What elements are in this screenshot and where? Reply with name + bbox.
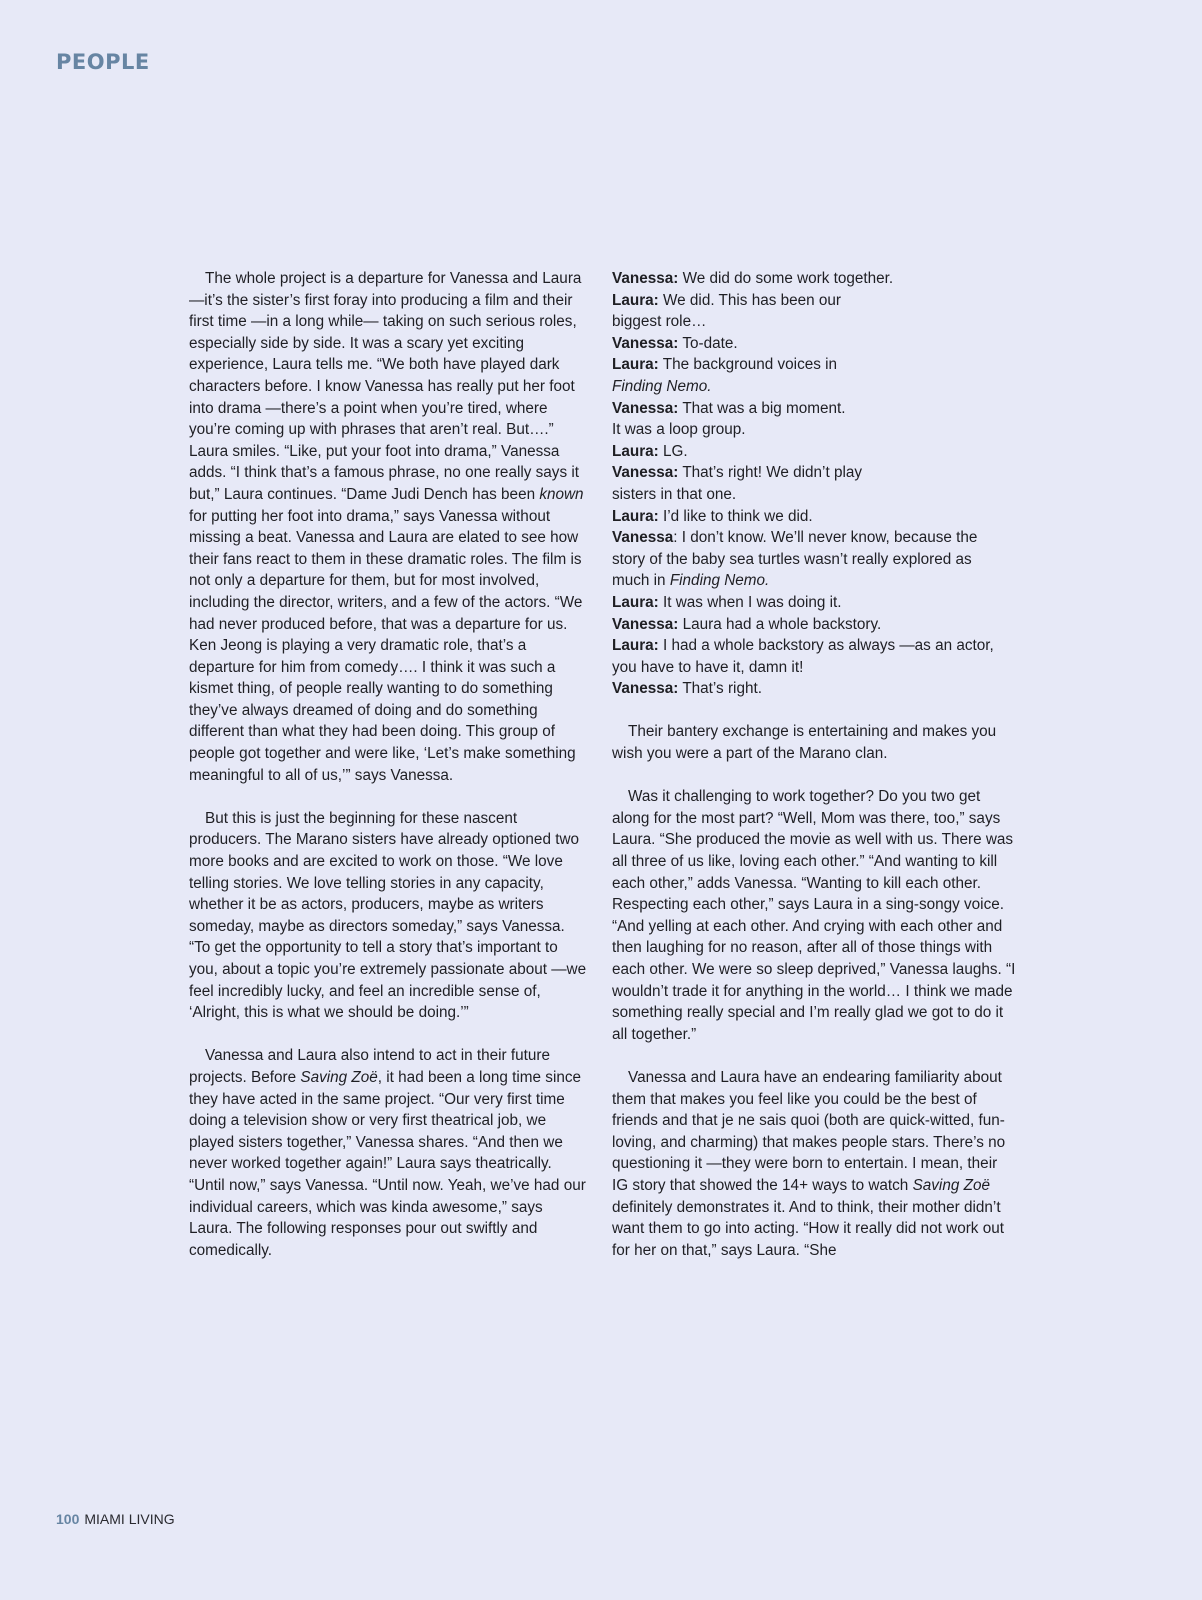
dialogue-line: you have to have it, damn it! <box>612 658 804 676</box>
dialogue-line: Vanessa: That was a big moment. <box>612 399 846 417</box>
speaker-name: Vanessa: <box>612 615 679 633</box>
section-label: PEOPLE <box>56 50 150 74</box>
dialogue-line: Vanessa: I don’t know. We’ll never know, because the <box>612 529 978 547</box>
speaker-name: Vanessa: <box>612 680 679 698</box>
italic-text: Saving Zoë <box>912 1176 990 1194</box>
article-column-right <box>612 268 1016 1283</box>
dialogue-line: Laura: We did. This has been our <box>612 291 842 309</box>
interview-dialogue <box>612 268 1016 700</box>
speaker-name: Laura: <box>612 593 659 611</box>
italic-text: Finding Nemo. <box>612 377 712 395</box>
article-paragraph: The whole project is a departure for Vanessa and Laura —it’s the sister’s first foray into producing a film and their first time —in a long while— taking on such serious roles, especially side by side. It was a scary yet exciting experience, Laura tells me. “We both have played dark characters before. I know Vanessa has really put her foot into drama —there’s a point when you’re tired, where you’re coming up with phrases that aren’t real. But….” Laura smiles. “Like, put your foot into drama,” Vanessa adds. “I think that’s a famous phrase, no one really says it but,” Laura continues. “Dame Judi Dench has been known for putting her foot into drama,” says Vanessa without missing a beat. Vanessa and Laura are elated to see how their fans react to them in these dramatic roles. The film is not only a departure for them, but for most involved, including the director, writers, and a few of the actors. “We had never produced before, that was a departure for us. Ken Jeong is playing a very dramatic role, that’s a departure for him from comedy…. I think it was such a kismet thing, of people really wanting to do something they’ve always dreamed of doing and do something different than what they had been doing. This group of people got together and were like, ‘Let’s make something meaningful to all of us,’” says Vanessa. <box>189 270 584 784</box>
article-paragraph: Was it challenging to work together? Do you two get along for the most part? “Well, Mom was there, too,” says Laura. “She produced the movie as well with us. There was all three of us like, loving each other.” “And wanting to kill each other,” adds Vanessa. “Wanting to kill each other. Respecting each other,” says Laura in a sing-songy voice. “And yelling at each other. And crying with each other and then laughing for no reason, after all of those things with each other. We were so sleep deprived,” Vanessa laughs. “I wouldn’t trade it for anything in the world… I think we made something really special and I’m really glad we got to do it all together.” <box>612 788 1016 1043</box>
italic-text: known <box>539 485 584 503</box>
page-footer <box>56 1511 175 1527</box>
speaker-name: Laura: <box>612 442 659 460</box>
dialogue-line: Laura: I had a whole backstory as always —as an actor, <box>612 637 994 655</box>
dialogue-line: Vanessa: We did do some work together. <box>612 270 894 287</box>
dialogue-line: It was a loop group. <box>612 421 746 439</box>
dialogue-line: Laura: The background voices in <box>612 356 838 374</box>
article-paragraph: Vanessa and Laura also intend to act in their future projects. Before Saving Zoë, it had been a long time since they have acted in the same project. “Our very first time doing a television show or very first theatrical job, we played sisters together,” Vanessa shares. “And then we never worked together again!” Laura says theatrically. “Until now,” says Vanessa. “Until now. Yeah, we’ve had our individual careers, which was kinda awesome,” says Laura. The following responses pour out swiftly and comedically. <box>189 1047 586 1259</box>
dialogue-line: Vanessa: That’s right! We didn’t play <box>612 464 863 482</box>
speaker-name: Vanessa: <box>612 270 679 287</box>
article-paragraph: But this is just the beginning for these nascent producers. The Marano sisters have already optioned two more books and are excited to work on those. “We love telling stories. We love telling stories in any capacity, whether it be as actors, producers, maybe as writers someday, maybe as directors someday,” says Vanessa. “To get the opportunity to tell a story that’s important to you, about a topic you’re extremely passionate about —we feel incredibly lucky, and feel an incredible sense of, ‘Alright, this is what we should be doing.’” <box>189 809 587 1022</box>
speaker-name: Vanessa: <box>612 464 679 482</box>
article-column-left <box>189 268 589 1283</box>
dialogue-line: biggest role… <box>612 313 707 331</box>
speaker-name: Vanessa: <box>612 399 679 417</box>
dialogue-line: Vanessa: Laura had a whole backstory. <box>612 615 882 633</box>
italic-text: Finding Nemo. <box>669 572 770 590</box>
article-paragraph: Their bantery exchange is entertaining and makes you wish you were a part of the Marano clan. <box>612 723 997 763</box>
speaker-name: Laura: <box>612 356 659 374</box>
dialogue-line: Laura: It was when I was doing it. <box>612 593 842 611</box>
page-number: 100 <box>56 1511 80 1527</box>
italic-text: Saving Zoë <box>300 1068 378 1086</box>
dialogue-line: Laura: I’d like to think we did. <box>612 507 813 525</box>
speaker-name: Laura: <box>612 507 659 525</box>
dialogue-line <box>612 376 1016 398</box>
dialogue-line: Vanessa: To-date. <box>612 334 738 352</box>
speaker-name: Laura: <box>612 291 659 309</box>
publication-name: MIAMI LIVING <box>84 1511 175 1527</box>
speaker-name: Vanessa <box>612 529 674 547</box>
dialogue-line: Vanessa: That’s right. <box>612 680 762 698</box>
dialogue-line: Laura: LG. <box>612 442 688 460</box>
speaker-name: Vanessa: <box>612 334 679 352</box>
dialogue-line: sisters in that one. <box>612 485 737 503</box>
dialogue-line: much in Finding Nemo. <box>612 572 770 590</box>
speaker-name: Laura: <box>612 637 659 655</box>
dialogue-line: story of the baby sea turtles wasn’t really explored as <box>612 550 972 568</box>
article-paragraph: Vanessa and Laura have an endearing familiarity about them that makes you feel like you could be the best of friends and that je ne sais quoi (both are quick-witted, fun-loving, and charming) that makes people stars. There’s no questioning it —they were born to entertain. I mean, their IG story that showed the 14+ ways to watch Saving Zoë definitely demonstrates it. And to think, their mother didn’t want them to go into acting. “How it really did not work out for her on that,” says Laura. “She <box>612 1068 1006 1259</box>
